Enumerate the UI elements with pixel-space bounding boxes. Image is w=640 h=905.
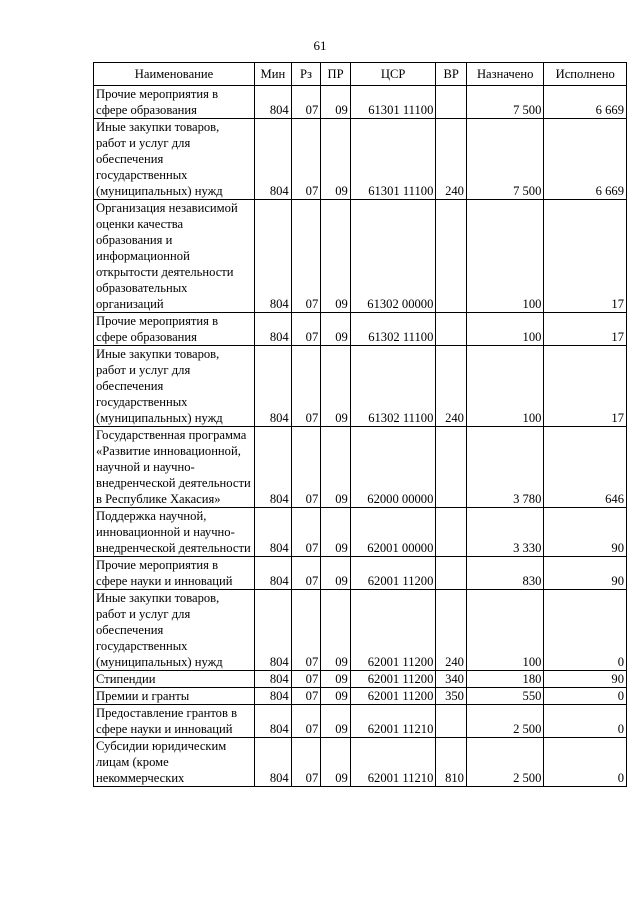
header-vr: ВР [436,63,467,86]
cell-isp: 17 [544,200,627,313]
header-isp: Исполнено [544,63,627,86]
cell-isp: 646 [544,427,627,508]
cell-pr: 09 [321,590,351,671]
header-csr: ЦСР [350,63,436,86]
cell-min: 804 [255,738,292,787]
cell-vr: 240 [436,119,467,200]
cell-rz: 07 [291,313,321,346]
cell-csr: 62001 00000 [350,508,436,557]
cell-nazn: 3 780 [466,427,543,508]
cell-nazn: 100 [466,313,543,346]
cell-name: Предоставление грантов в сфере науки и инноваций [94,705,255,738]
cell-nazn: 7 500 [466,86,543,119]
cell-csr: 62001 11210 [350,705,436,738]
cell-pr: 09 [321,705,351,738]
cell-vr: 240 [436,590,467,671]
cell-name: Иные закупки товаров, работ и услуг для обеспечения государственных (муниципальных) нужд [94,119,255,200]
table-row [94,200,627,313]
cell-pr: 09 [321,200,351,313]
table-row [94,313,627,346]
cell-rz: 07 [291,688,321,705]
cell-csr: 62001 11200 [350,557,436,590]
cell-min: 804 [255,346,292,427]
cell-pr: 09 [321,346,351,427]
cell-name: Стипендии [94,671,255,688]
cell-name: Прочие мероприятия в сфере науки и инноваций [94,557,255,590]
table-row [94,705,627,738]
cell-nazn: 830 [466,557,543,590]
cell-min: 804 [255,508,292,557]
cell-vr [436,705,467,738]
cell-rz: 07 [291,86,321,119]
cell-name: Поддержка научной, инновационной и научно-внедренческой деятельности [94,508,255,557]
cell-min: 804 [255,427,292,508]
table-row [94,688,627,705]
cell-min: 804 [255,119,292,200]
cell-isp: 90 [544,508,627,557]
table-row [94,119,627,200]
cell-name: Иные закупки товаров, работ и услуг для обеспечения государственных (муниципальных) нужд [94,346,255,427]
cell-csr: 61302 11100 [350,313,436,346]
cell-nazn: 550 [466,688,543,705]
cell-rz: 07 [291,200,321,313]
cell-nazn: 2 500 [466,738,543,787]
cell-isp: 17 [544,346,627,427]
cell-vr [436,200,467,313]
header-pr: ПР [321,63,351,86]
cell-vr: 240 [436,346,467,427]
cell-vr: 350 [436,688,467,705]
cell-isp: 0 [544,738,627,787]
cell-rz: 07 [291,671,321,688]
cell-vr [436,508,467,557]
header-rz: Рз [291,63,321,86]
cell-pr: 09 [321,427,351,508]
cell-rz: 07 [291,508,321,557]
cell-nazn: 7 500 [466,119,543,200]
budget-table [93,62,627,787]
cell-name: Премии и гранты [94,688,255,705]
cell-name: Организация независимой оценки качества образования и информационной открытости деятельности образовательных организаций [94,200,255,313]
cell-csr: 62001 11210 [350,738,436,787]
cell-nazn: 100 [466,346,543,427]
table-row [94,346,627,427]
cell-pr: 09 [321,313,351,346]
cell-pr: 09 [321,86,351,119]
table-row [94,508,627,557]
header-nazn: Назначено [466,63,543,86]
cell-rz: 07 [291,705,321,738]
table-row [94,86,627,119]
cell-vr [436,557,467,590]
cell-csr: 62001 11200 [350,688,436,705]
cell-rz: 07 [291,346,321,427]
cell-min: 804 [255,200,292,313]
table-row [94,738,627,787]
cell-min: 804 [255,313,292,346]
cell-csr: 61301 11100 [350,119,436,200]
cell-pr: 09 [321,557,351,590]
cell-isp: 6 669 [544,86,627,119]
cell-rz: 07 [291,427,321,508]
cell-rz: 07 [291,590,321,671]
cell-vr: 810 [436,738,467,787]
cell-name: Иные закупки товаров, работ и услуг для обеспечения государственных (муниципальных) нужд [94,590,255,671]
cell-pr: 09 [321,671,351,688]
cell-isp: 0 [544,705,627,738]
cell-rz: 07 [291,119,321,200]
cell-vr [436,427,467,508]
cell-rz: 07 [291,738,321,787]
header-min: Мин [255,63,292,86]
cell-isp: 0 [544,688,627,705]
cell-pr: 09 [321,508,351,557]
cell-nazn: 100 [466,590,543,671]
page-number: 61 [313,38,327,53]
cell-pr: 09 [321,738,351,787]
cell-csr: 61302 11100 [350,346,436,427]
cell-pr: 09 [321,688,351,705]
cell-name: Прочие мероприятия в сфере образования [94,313,255,346]
cell-csr: 61301 11100 [350,86,436,119]
cell-pr: 09 [321,119,351,200]
cell-min: 804 [255,688,292,705]
cell-csr: 62001 11200 [350,590,436,671]
cell-min: 804 [255,557,292,590]
cell-isp: 0 [544,590,627,671]
cell-min: 804 [255,705,292,738]
cell-min: 804 [255,671,292,688]
cell-min: 804 [255,590,292,671]
cell-min: 804 [255,86,292,119]
table-body [94,86,627,787]
table-row [94,427,627,508]
cell-nazn: 180 [466,671,543,688]
cell-csr: 62001 11200 [350,671,436,688]
header-row [94,63,627,86]
cell-nazn: 2 500 [466,705,543,738]
header-name: Наименование [94,63,255,86]
cell-nazn: 100 [466,200,543,313]
cell-vr [436,313,467,346]
cell-nazn: 3 330 [466,508,543,557]
cell-name: Прочие мероприятия в сфере образования [94,86,255,119]
table-row [94,557,627,590]
cell-rz: 07 [291,557,321,590]
cell-isp: 90 [544,557,627,590]
cell-vr: 340 [436,671,467,688]
cell-isp: 90 [544,671,627,688]
cell-isp: 6 669 [544,119,627,200]
cell-name: Государственная программа «Развитие инновационной, научной и научно-внедренческой деятельности в Республике Хакасия» [94,427,255,508]
table-row [94,671,627,688]
cell-name: Субсидии юридическим лицам (кроме некоммерческих [94,738,255,787]
table-row [94,590,627,671]
cell-csr: 61302 00000 [350,200,436,313]
cell-csr: 62000 00000 [350,427,436,508]
cell-isp: 17 [544,313,627,346]
cell-vr [436,86,467,119]
